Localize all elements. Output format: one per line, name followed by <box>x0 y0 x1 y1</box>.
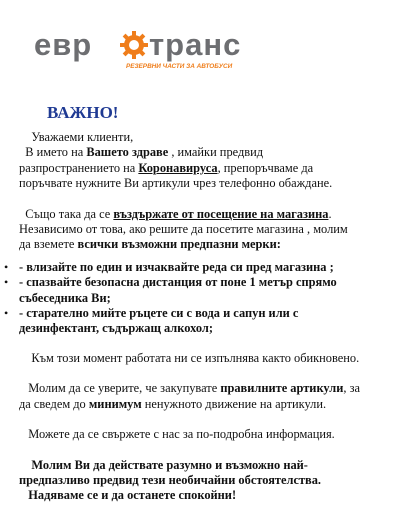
paragraph-visit: Също така да се въздържате от посещение на магазина. Независимо от това, ако решите да посетите магазина , молим да вземете всички възможни предпазни мерки: <box>19 206 348 252</box>
brand-logo <box>34 27 264 76</box>
emphasis-measures: всички възможни предпазни мерки: <box>77 237 281 252</box>
paragraph-operations: Към този момент работата ни се изпълнява както обикновено. <box>31 350 360 365</box>
greeting: Уважаеми клиенти, <box>31 130 134 144</box>
bullet-icon: • <box>4 306 9 321</box>
bullet-icon: • <box>4 259 9 274</box>
emphasis-minimum: минимум <box>88 396 142 411</box>
paragraph-closing: Молим Ви да действате разумно и възможно най- предпазливо предвид тези необичайни обстоятелства. Надяваме се и да останете спокойни! <box>19 457 322 503</box>
notice-body <box>4 130 389 504</box>
list-item: • - спазвайте безопасна дистанция от поне 1 метър спрямо събеседника Ви; <box>4 275 337 305</box>
paragraph-articles: Молим да се уверите, че закупувате правилните артикули, за да сведем до минимум ненужното движение на артикули. <box>19 381 360 411</box>
emphasis-health: Вашето здраве <box>86 145 169 160</box>
emphasis-coronavirus: Коронавируса <box>138 160 218 175</box>
gear-icon <box>120 31 148 59</box>
logo-tagline: РЕЗЕРВНИ ЧАСТИ ЗА АВТОБУСИ <box>126 63 233 70</box>
logo-word-right: транс <box>149 27 242 62</box>
emphasis-right-articles: правилните артикули <box>220 381 344 396</box>
measures-list <box>4 259 389 337</box>
list-item: • - старателно мийте ръцете си с вода и сапун или с дезинфектант, съдържащ алкохол; <box>4 306 299 336</box>
emphasis-avoid-store: въздържате от посещение на магазина <box>113 206 329 221</box>
paragraph-health: В името на Вашето здраве , имайки предвид разпространението на Коронавируса, препоръчваме да поръчвате нужните Ви артикули чрез телефонно обаждане. <box>19 145 333 191</box>
paragraph-contact: Можете да се свържете с нас за по-подробна информация. <box>28 427 335 442</box>
list-item: • - влизайте по един и изчаквайте реда си пред магазина ; <box>4 259 334 274</box>
bullet-icon: • <box>4 275 9 290</box>
page-title: ВАЖНО! <box>47 103 119 122</box>
logo-word-left: евр <box>34 27 93 62</box>
